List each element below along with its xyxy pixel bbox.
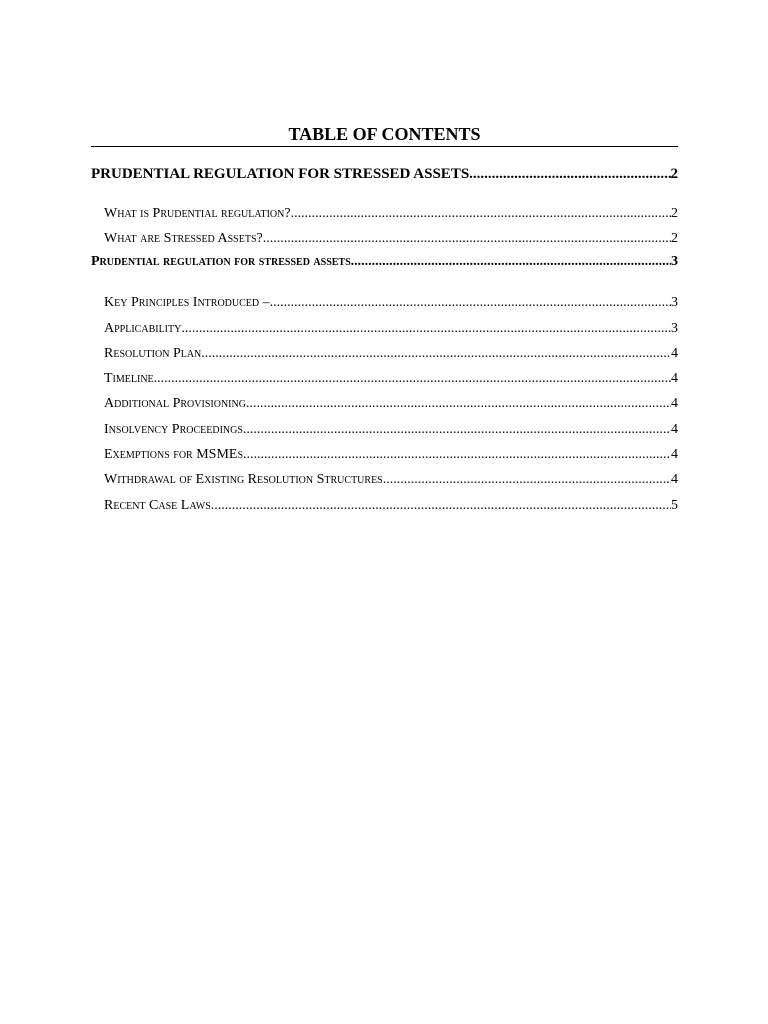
dot-leader [270, 293, 671, 312]
toc-entry-label: Withdrawal of Existing Resolution Structures [104, 472, 383, 488]
toc-entry-label: Key Principles Introduced – [104, 295, 270, 311]
toc-title: TABLE OF CONTENTS [91, 123, 678, 147]
toc-entry-page: 4 [671, 421, 678, 437]
toc-entry-resolution-plan[interactable] [91, 344, 678, 363]
toc-entry-page: 2 [670, 166, 678, 182]
dot-leader [469, 165, 670, 184]
toc-entry-what-are-stressed-assets[interactable] [91, 229, 678, 248]
dot-leader [246, 394, 671, 413]
toc-entry-page: 4 [671, 345, 678, 361]
toc-entry-label: Recent Case Laws [104, 497, 211, 513]
toc-entry-label: Timeline [104, 371, 154, 387]
toc-entry-what-is-prudential-regulation[interactable] [91, 204, 678, 223]
toc-entry-timeline[interactable] [91, 369, 678, 388]
toc-entry-label: Exemptions for MSMEs [104, 447, 244, 463]
toc-entry-prudential-regulation-stressed-assets[interactable] [91, 252, 678, 271]
toc-entry-page: 4 [671, 447, 678, 463]
dot-leader [211, 496, 671, 515]
toc-entry-page: 2 [671, 231, 678, 247]
table-of-contents [91, 123, 678, 515]
toc-entry-page: 2 [671, 206, 678, 221]
toc-entry-prudential-regulation-heading[interactable] [91, 165, 678, 184]
toc-entry-label: What are Stressed Assets? [104, 231, 263, 247]
dot-leader [351, 252, 671, 271]
toc-entry-page: 4 [671, 396, 678, 412]
toc-entry-label: Additional Provisioning [104, 396, 246, 412]
toc-entry-page: 4 [671, 371, 678, 387]
toc-entry-page: 3 [671, 254, 678, 270]
toc-entry-label: Resolution Plan [104, 345, 202, 361]
toc-entry-label: PRUDENTIAL REGULATION FOR STRESSED ASSETS [91, 166, 470, 182]
dot-leader [201, 344, 671, 363]
dot-leader [181, 319, 671, 338]
toc-entry-exemptions-msmes[interactable] [91, 445, 678, 464]
dot-leader [263, 229, 671, 248]
toc-entry-withdrawal-resolution-structures[interactable] [91, 470, 678, 489]
dot-leader [154, 369, 671, 388]
dot-leader [291, 204, 671, 223]
dot-leader [243, 445, 671, 464]
toc-entry-page: 3 [671, 295, 678, 311]
toc-entry-applicability[interactable] [91, 319, 678, 338]
toc-entry-label: Prudential regulation for stressed assets [91, 254, 351, 270]
dot-leader [383, 470, 671, 489]
toc-entry-recent-case-laws[interactable] [91, 496, 678, 515]
toc-entry-key-principles[interactable] [91, 293, 678, 312]
toc-entry-label: Applicability [104, 320, 182, 336]
toc-entry-insolvency-proceedings[interactable] [91, 420, 678, 439]
dot-leader [243, 420, 671, 439]
toc-list [91, 165, 678, 515]
toc-entry-additional-provisioning[interactable] [91, 394, 678, 413]
toc-entry-page: 3 [671, 320, 678, 336]
toc-entry-label: What is Prudential regulation? [104, 206, 291, 221]
toc-entry-page: 5 [671, 497, 678, 513]
toc-entry-label: Insolvency Proceedings [104, 421, 243, 437]
toc-entry-page: 4 [671, 472, 678, 488]
